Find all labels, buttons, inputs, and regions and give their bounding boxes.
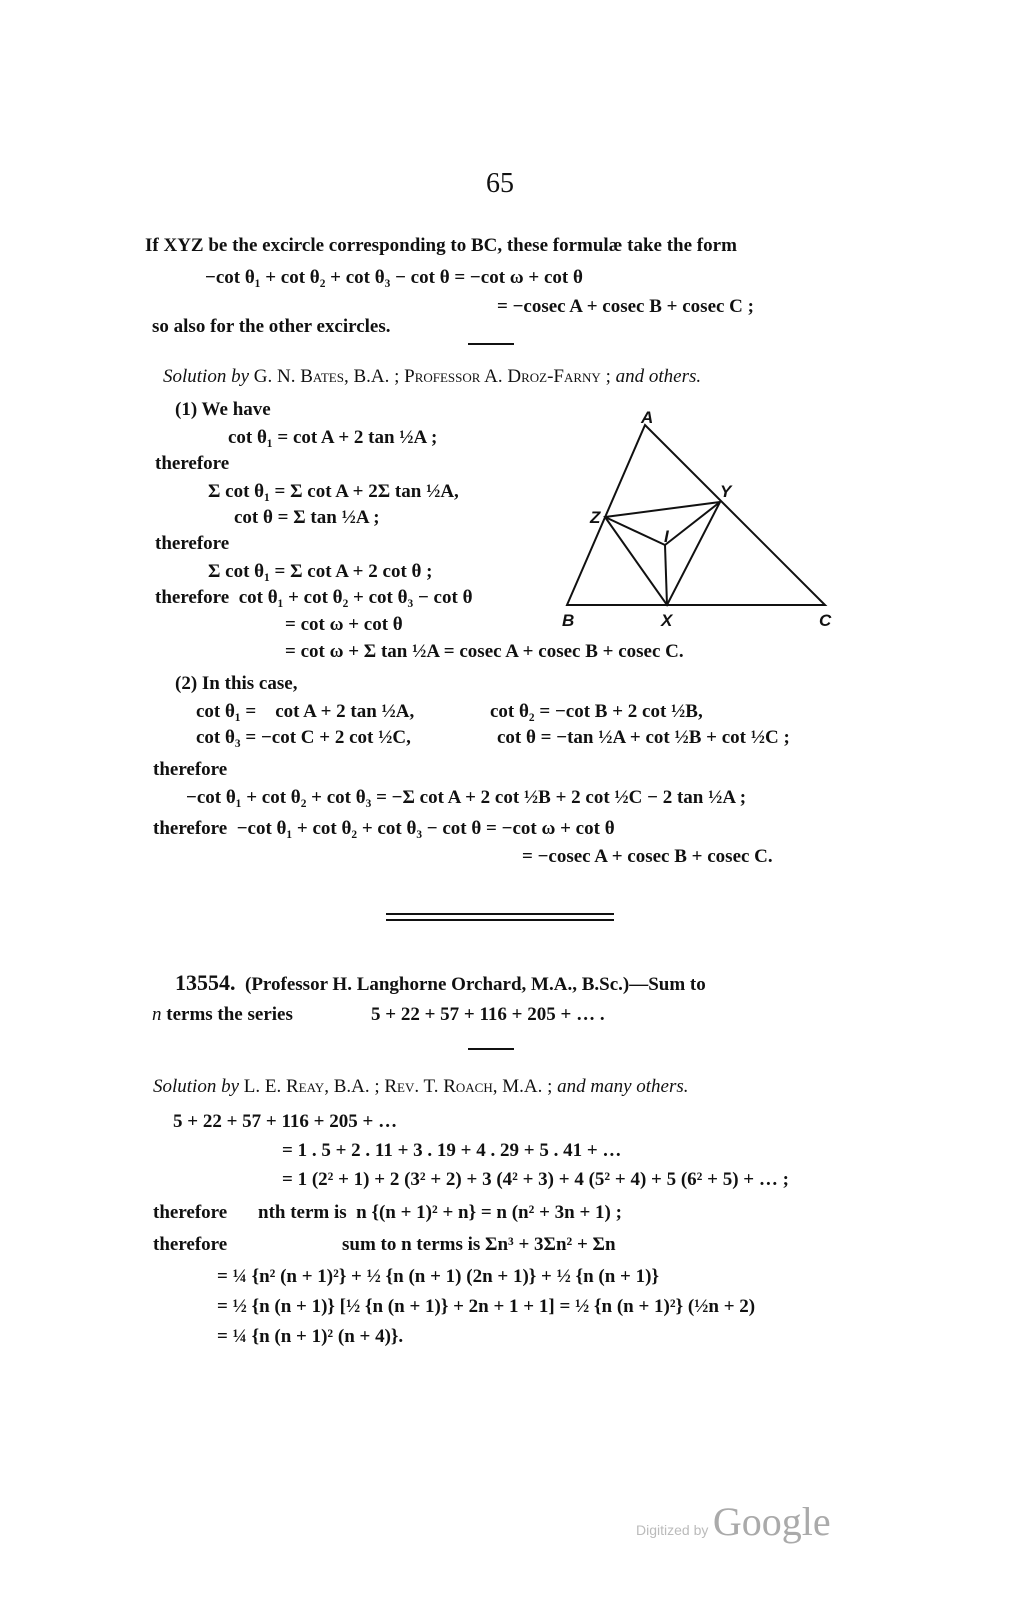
line-xi [665, 545, 667, 605]
text-line: so also for the other excircles. [152, 316, 391, 337]
triangle-abc [567, 425, 825, 605]
label-c: C [819, 611, 832, 630]
equation: therefore cot θ₁ + cot θ₂ + cot θ₃ − cot θ [155, 587, 473, 608]
equation: therefore −cot θ₁ + cot θ₂ + cot θ₃ − cot θ = −cot ω + cot θ [153, 818, 615, 839]
equation: −cot θ₁ + cot θ₂ + cot θ₃ − cot θ = −cot ω + cot θ [205, 267, 583, 288]
text-line: therefore [155, 533, 230, 554]
equation: = −cosec A + cosec B + cosec C ; [497, 296, 754, 317]
solution-suffix: and many others. [557, 1076, 689, 1097]
solution-prefix: Solution by [163, 366, 250, 387]
triangle-xyz [605, 502, 720, 605]
solution-credit [153, 1076, 689, 1098]
google-watermark [636, 1498, 831, 1545]
triangle-diagram [0, 0, 1029, 700]
problem-statement: (Professor H. Langhorne Orchard, M.A., B.Sc.)—Sum to [245, 974, 706, 995]
equation: = ¼ {n² (n + 1)²} + ½ {n (n + 1) (2n + 1)} + ½ {n (n + 1)} [217, 1266, 659, 1287]
text-line: therefore [153, 1234, 228, 1255]
label-b: B [562, 611, 575, 630]
label-y: Y [720, 482, 732, 501]
equation: = ¼ {n (n + 1)² (n + 4)}. [217, 1326, 404, 1347]
equation: = 1 . 5 + 2 . 11 + 3 . 19 + 4 . 29 + 5 . 41 + … [282, 1140, 622, 1161]
equation: = 1 (2² + 1) + 2 (3² + 2) + 3 (4² + 3) + 4 (5² + 4) + 5 (6² + 5) + … ; [282, 1169, 789, 1190]
equation: = cot ω + Σ tan ½A = cosec A + cosec B + cosec C. [285, 641, 684, 662]
page-number: 65 [486, 168, 514, 199]
text-line: (1) We have [175, 399, 271, 420]
label-z: Z [590, 508, 601, 527]
equation: nth term is n {(n + 1)² + n} = n (n² + 3n + 1) ; [258, 1202, 622, 1223]
equation: Σ cot θ₁ = Σ cot A + 2 cot θ ; [208, 561, 433, 582]
equation: sum to n terms is Σn³ + 3Σn² + Σn [342, 1234, 616, 1255]
equation: cot θ₁ = cot A + 2 tan ½A ; [228, 427, 438, 448]
watermark-text: Digitized by [636, 1522, 709, 1538]
equation: cot θ = −tan ½A + cot ½B + cot ½C ; [497, 727, 790, 748]
equation: = ½ {n (n + 1)} [½ {n (n + 1)} + 2n + 1 + 1] = ½ {n (n + 1)²} (½n + 2) [217, 1296, 756, 1317]
section-divider-bottom [386, 919, 614, 921]
equation: cot θ = Σ tan ½A ; [234, 507, 380, 528]
equation: Σ cot θ₁ = Σ cot A + 2Σ tan ½A, [208, 481, 459, 502]
equation: = cot ω + cot θ [285, 614, 403, 635]
variable-n: n [152, 1004, 162, 1025]
equation: cot θ₃ = −cot C + 2 cot ½C, [196, 727, 411, 748]
text-line: (2) In this case, [175, 673, 298, 694]
label-x: X [661, 611, 673, 630]
intro-text: If XYZ be the excircle corresponding to BC, these formulæ take the form [145, 235, 737, 256]
label-a: A [641, 408, 654, 427]
solution-authors: L. E. Reay, B.A. ; Rev. T. Roach, M.A. ; [243, 1076, 553, 1097]
label-i: I [664, 527, 669, 546]
equation: cot θ₁ = cot A + 2 tan ½A, [196, 701, 415, 722]
series: 5 + 22 + 57 + 116 + 205 + … . [371, 1004, 605, 1025]
section-divider-top [386, 913, 614, 915]
problem-heading [175, 972, 706, 996]
equation: = −cosec A + cosec B + cosec C. [522, 846, 773, 867]
text-line: therefore [155, 453, 230, 474]
problem-line [152, 1004, 293, 1026]
solution-authors: G. N. Bates, B.A. ; Professor A. Droz-Farny ; [253, 366, 611, 387]
solution-prefix: Solution by [153, 1076, 240, 1097]
problem-text: terms the series [161, 1004, 293, 1025]
equation: cot θ₂ = −cot B + 2 cot ½B, [490, 701, 703, 722]
text-line: therefore [153, 1202, 228, 1223]
equation: 5 + 22 + 57 + 116 + 205 + … [173, 1111, 398, 1132]
problem-number: 13554. [175, 970, 236, 995]
equation: −cot θ₁ + cot θ₂ + cot θ₃ = −Σ cot A + 2 cot ½B + 2 cot ½C − 2 tan ½A ; [186, 787, 747, 808]
solution-suffix: and others. [615, 366, 702, 387]
divider [468, 1048, 514, 1050]
google-logo: Google [712, 1499, 831, 1544]
text-line: therefore [153, 759, 228, 780]
